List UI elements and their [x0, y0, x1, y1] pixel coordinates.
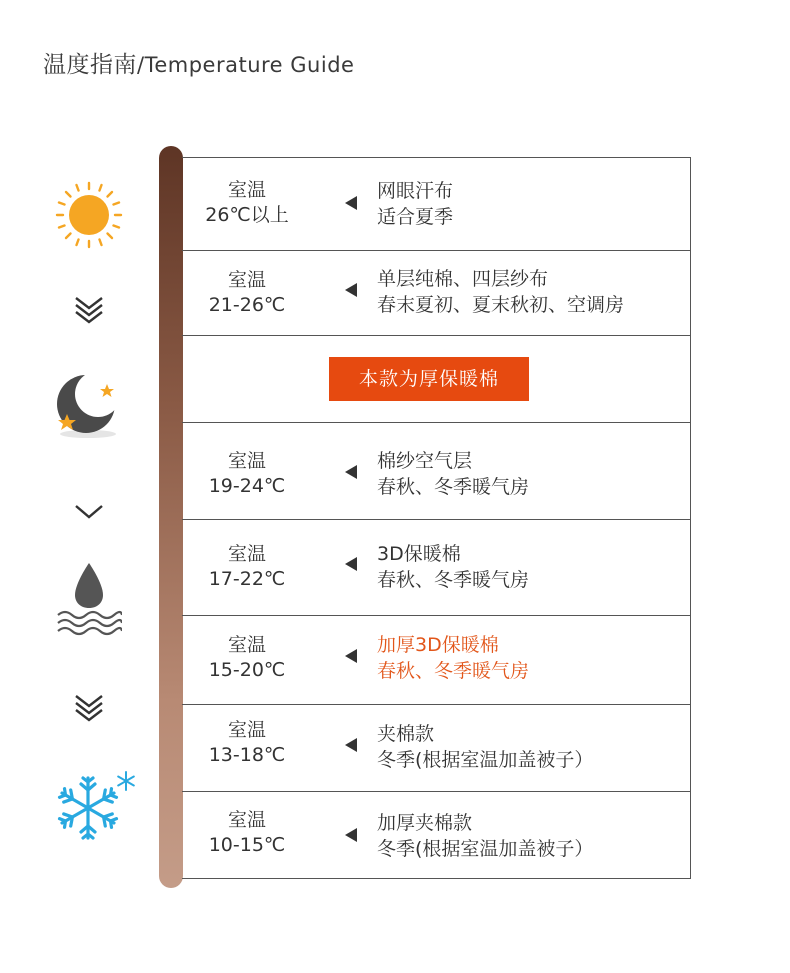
table-row	[182, 158, 690, 250]
title-en: /Temperature Guide	[137, 53, 355, 77]
product-highlight-label: 本款为厚保暖棉	[329, 357, 529, 401]
triple-chevron-down-icon	[73, 690, 105, 722]
water-drop-waves-icon	[56, 561, 122, 637]
fabric-type: 加厚3D保暖棉	[377, 634, 499, 656]
page-title	[43, 46, 354, 79]
fabric-type: 棉纱空气层	[377, 450, 473, 472]
moon-stars-icon	[52, 366, 126, 442]
temp-range: 13-18℃	[208, 744, 286, 766]
season-note: 春秋、冬季暖气房	[377, 569, 530, 591]
season-note: 春秋、冬季暖气房	[377, 476, 530, 498]
desc-cell	[377, 541, 529, 593]
table-row	[182, 250, 690, 335]
table-row	[182, 422, 690, 519]
room-label: 室温	[227, 719, 266, 741]
table-row	[182, 704, 690, 791]
fabric-type: 单层纯棉、四层纱布	[377, 268, 549, 290]
snowflake-icon	[56, 768, 140, 840]
arrow-left-icon	[345, 283, 357, 297]
arrow-left-icon	[345, 557, 357, 571]
arrow-left-icon	[345, 738, 357, 752]
season-note: 冬季(根据室温加盖被子）	[377, 838, 594, 860]
season-note: 春末夏初、夏末秋初、空调房	[377, 294, 625, 316]
desc-cell	[377, 266, 624, 318]
highlight-row	[182, 335, 690, 422]
desc-cell	[377, 810, 593, 862]
temp-cell	[182, 808, 312, 858]
desc-cell	[377, 448, 529, 500]
desc-cell-highlighted	[377, 632, 529, 684]
room-label: 室温	[227, 450, 266, 472]
season-note: 适合夏季	[377, 206, 454, 228]
room-label: 室温	[227, 179, 266, 201]
table-row	[182, 791, 690, 880]
temp-cell	[182, 633, 312, 683]
temp-cell	[182, 542, 312, 592]
arrow-left-icon	[345, 196, 357, 210]
table-row	[182, 615, 690, 704]
fabric-type: 加厚夹棉款	[377, 812, 473, 834]
temp-range: 15-20℃	[208, 659, 286, 681]
temperature-table	[182, 157, 691, 879]
arrow-left-icon	[345, 649, 357, 663]
sun-icon	[55, 181, 123, 249]
arrow-left-icon	[345, 465, 357, 479]
temp-range: 21-26℃	[208, 294, 286, 316]
temp-range: 19-24℃	[208, 475, 286, 497]
season-note: 春秋、冬季暖气房	[377, 660, 530, 682]
temp-range: 26℃以上	[205, 204, 289, 226]
title-cn: 温度指南	[43, 52, 137, 78]
desc-cell	[377, 721, 593, 773]
room-label: 室温	[227, 634, 266, 656]
season-note: 冬季(根据室温加盖被子）	[377, 749, 594, 771]
temp-cell	[182, 449, 312, 499]
temp-cell	[182, 718, 312, 768]
desc-cell	[377, 178, 453, 230]
fabric-type: 3D保暖棉	[377, 543, 461, 565]
table-row	[182, 519, 690, 615]
fabric-type: 夹棉款	[377, 723, 435, 745]
temp-cell	[182, 268, 312, 318]
timeline-bar	[159, 146, 183, 888]
arrow-left-icon	[345, 828, 357, 842]
room-label: 室温	[227, 269, 266, 291]
triple-chevron-down-icon	[73, 292, 105, 324]
temp-range: 17-22℃	[208, 568, 286, 590]
room-label: 室温	[227, 809, 266, 831]
room-label: 室温	[227, 543, 266, 565]
temp-cell	[182, 178, 312, 228]
chevron-down-icon	[73, 502, 105, 522]
temp-range: 10-15℃	[208, 834, 286, 856]
fabric-type: 网眼汗布	[377, 180, 454, 202]
